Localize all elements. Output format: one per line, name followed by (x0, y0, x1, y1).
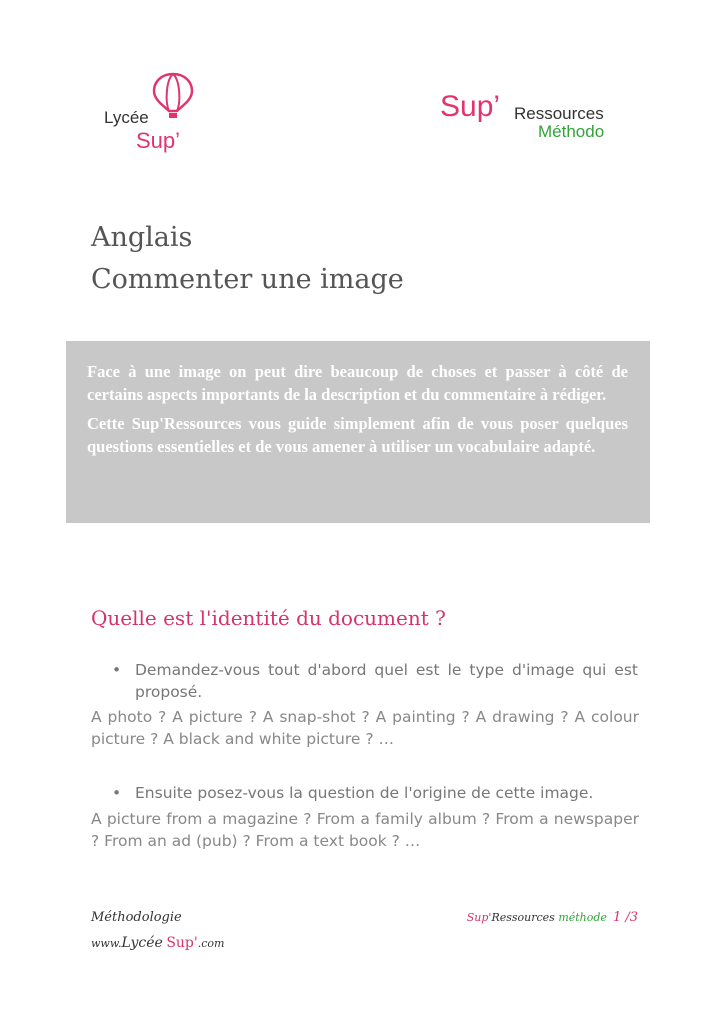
image-type-examples: A photo ? A picture ? A snap-shot ? A painting ? A drawing ? A colour picture ? A black and white picture ? … (91, 708, 639, 748)
page-title-subject: Anglais (91, 222, 193, 253)
hot-air-balloon-icon (152, 72, 194, 120)
footer-page-info (467, 910, 638, 925)
lycee-sup-logo (100, 72, 200, 162)
intro-paragraph-1: Face à une image on peut dire beaucoup de choses et passer à côté de certains aspects importants de la description et du commentaire à rédiger. (87, 362, 628, 404)
footer-website (91, 935, 224, 951)
footer-right-methode: méthode (558, 911, 607, 924)
logo-ressources-text: Ressources (514, 104, 604, 123)
footer-www: www. (91, 937, 122, 950)
logo-sup-text: Sup’ (440, 90, 501, 123)
bullet-dot: • (112, 784, 122, 802)
bullet-dot: • (112, 661, 122, 679)
page-number: 1 /3 (612, 910, 638, 925)
logo-lycee-text: Lycée (104, 108, 149, 127)
logo-methodo-text: Méthodo (538, 122, 605, 141)
bullet-item-image-type (112, 659, 638, 703)
footer-lycee: Lycée (121, 935, 163, 951)
logo-sup-text: Sup’ (136, 128, 181, 153)
footer-methodologie: Méthodologie (91, 910, 182, 925)
page-title-topic: Commenter une image (91, 264, 404, 295)
bullet-item-image-origin (112, 782, 638, 804)
bullet-text: Ensuite posez-vous la question de l'origine de cette image. (135, 784, 594, 802)
image-origin-examples: A picture from a magazine ? From a family album ? From a newspaper ? From an ad (pub) ? From a text book ? … (91, 810, 639, 850)
footer-com: .com (197, 937, 225, 950)
footer-sup: Sup' (166, 935, 198, 951)
footer-right-ressources: Ressources (491, 911, 555, 924)
footer-right-sup: Sup' (466, 911, 492, 924)
bullet-text: Demandez-vous tout d'abord quel est le type d'image qui est proposé. (135, 661, 638, 701)
section-heading: Quelle est l'identité du document ? (91, 606, 446, 630)
sup-ressources-methodo-logo (440, 90, 640, 150)
intro-box (66, 341, 650, 523)
intro-paragraph-2: Cette Sup'Ressources vous guide simplement afin de vous poser quelques questions essentielles et de vous amener à utiliser un vocabulaire adapté. (87, 414, 628, 456)
